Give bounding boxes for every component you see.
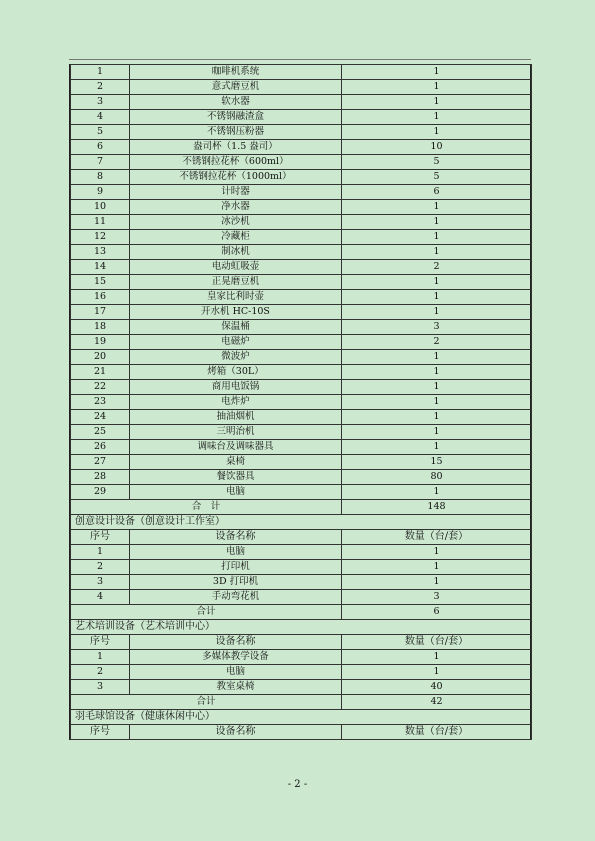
row-number: 3: [71, 95, 130, 110]
equipment-quantity: 1: [342, 275, 532, 290]
equipment-quantity: 5: [342, 170, 532, 185]
row-number: 27: [71, 455, 130, 470]
total-value: 6: [342, 605, 532, 620]
equipment-quantity: 1: [342, 575, 532, 590]
equipment-name: 不锈钢拉花杯（1000ml）: [130, 170, 342, 185]
section-title: 艺术培训设备（艺术培训中心）: [71, 620, 532, 635]
equipment-name: 盎司杯（1.5 盎司）: [130, 140, 342, 155]
row-number: 9: [71, 185, 130, 200]
table-row: [71, 590, 532, 605]
row-number: 7: [71, 155, 130, 170]
equipment-name: 手动弯花机: [130, 590, 342, 605]
row-number: 2: [71, 560, 130, 575]
equipment-quantity: 5: [342, 155, 532, 170]
equipment-name: 皇家比利时壶: [130, 290, 342, 305]
row-number: 4: [71, 110, 130, 125]
table-row: [71, 680, 532, 695]
equipment-quantity: 1: [342, 290, 532, 305]
header-name: 设备名称: [130, 725, 342, 740]
equipment-quantity: 1: [342, 65, 532, 80]
row-number: 16: [71, 290, 130, 305]
table-row: [71, 320, 532, 335]
equipment-name: 电脑: [130, 485, 342, 500]
equipment-name: 冷藏柜: [130, 230, 342, 245]
header-quantity: 数量（台/套）: [342, 725, 532, 740]
equipment-quantity: 1: [342, 410, 532, 425]
equipment-quantity: 6: [342, 185, 532, 200]
total-label: 合计: [71, 605, 342, 620]
equipment-name: 意式磨豆机: [130, 80, 342, 95]
table-row: [71, 245, 532, 260]
table-row: [71, 110, 532, 125]
table-row: [71, 80, 532, 95]
table-row: [71, 95, 532, 110]
table-row: [71, 350, 532, 365]
row-number: 18: [71, 320, 130, 335]
equipment-quantity: 1: [342, 395, 532, 410]
row-number: 4: [71, 590, 130, 605]
section-title-row: [71, 515, 532, 530]
table-row: [71, 365, 532, 380]
equipment-quantity: 1: [342, 305, 532, 320]
equipment-quantity: 1: [342, 350, 532, 365]
table-row: [71, 410, 532, 425]
header-number: 序号: [71, 635, 130, 650]
equipment-quantity: 1: [342, 560, 532, 575]
row-number: 1: [71, 545, 130, 560]
row-number: 11: [71, 215, 130, 230]
table-row: [71, 275, 532, 290]
row-number: 17: [71, 305, 130, 320]
equipment-quantity: 1: [342, 80, 532, 95]
equipment-name: 3D 打印机: [130, 575, 342, 590]
header-name: 设备名称: [130, 530, 342, 545]
table-row: [71, 395, 532, 410]
row-number: 28: [71, 470, 130, 485]
row-number: 25: [71, 425, 130, 440]
section-title-row: [71, 620, 532, 635]
equipment-name: 电炸炉: [130, 395, 342, 410]
equipment-quantity: 3: [342, 320, 532, 335]
equipment-quantity: 40: [342, 680, 532, 695]
equipment-name: 电磁炉: [130, 335, 342, 350]
table-row: [71, 200, 532, 215]
header-row: [71, 725, 532, 740]
total-row: [71, 695, 532, 710]
equipment-name: 餐饮器具: [130, 470, 342, 485]
row-number: 1: [71, 65, 130, 80]
header-row: [71, 635, 532, 650]
header-number: 序号: [71, 530, 130, 545]
equipment-quantity: 1: [342, 665, 532, 680]
row-number: 24: [71, 410, 130, 425]
table-row: [71, 380, 532, 395]
row-number: 23: [71, 395, 130, 410]
equipment-table: [70, 64, 532, 740]
row-number: 19: [71, 335, 130, 350]
equipment-quantity: 2: [342, 260, 532, 275]
table-row: [71, 455, 532, 470]
top-rule: [69, 59, 531, 60]
total-row: [71, 500, 532, 515]
total-label: 合计: [71, 695, 342, 710]
equipment-quantity: 1: [342, 215, 532, 230]
equipment-quantity: 1: [342, 125, 532, 140]
equipment-name: 计时器: [130, 185, 342, 200]
equipment-quantity: 1: [342, 425, 532, 440]
equipment-name: 保温桶: [130, 320, 342, 335]
equipment-name: 调味台及调味器具: [130, 440, 342, 455]
table-row: [71, 485, 532, 500]
table-row: [71, 560, 532, 575]
row-number: 1: [71, 650, 130, 665]
table-row: [71, 305, 532, 320]
equipment-quantity: 1: [342, 380, 532, 395]
page-number: - 2 -: [287, 779, 308, 790]
table-row: [71, 155, 532, 170]
equipment-name: 不锈钢压粉器: [130, 125, 342, 140]
table-row: [71, 185, 532, 200]
table-row: [71, 425, 532, 440]
table-row: [71, 65, 532, 80]
table-row: [71, 335, 532, 350]
row-number: 10: [71, 200, 130, 215]
row-number: 6: [71, 140, 130, 155]
equipment-name: 电动虹吸壶: [130, 260, 342, 275]
row-number: 3: [71, 575, 130, 590]
row-number: 14: [71, 260, 130, 275]
table-row: [71, 575, 532, 590]
row-number: 21: [71, 365, 130, 380]
header-quantity: 数量（台/套）: [342, 635, 532, 650]
equipment-name: 开水机 HC-10S: [130, 305, 342, 320]
equipment-name: 软水器: [130, 95, 342, 110]
total-row: [71, 605, 532, 620]
equipment-name: 烤箱（30L）: [130, 365, 342, 380]
equipment-quantity: 1: [342, 485, 532, 500]
total-label: 合 计: [71, 500, 342, 515]
equipment-quantity: 1: [342, 245, 532, 260]
total-value: 42: [342, 695, 532, 710]
table-row: [71, 650, 532, 665]
equipment-name: 微波炉: [130, 350, 342, 365]
equipment-name: 打印机: [130, 560, 342, 575]
row-number: 3: [71, 680, 130, 695]
table-row: [71, 470, 532, 485]
equipment-quantity: 3: [342, 590, 532, 605]
total-value: 148: [342, 500, 532, 515]
equipment-name: 正晃磨豆机: [130, 275, 342, 290]
row-number: 2: [71, 80, 130, 95]
equipment-name: 电脑: [130, 545, 342, 560]
equipment-quantity: 15: [342, 455, 532, 470]
equipment-quantity: 80: [342, 470, 532, 485]
header-quantity: 数量（台/套）: [342, 530, 532, 545]
equipment-table-sheet: [69, 64, 531, 740]
equipment-name: 净水器: [130, 200, 342, 215]
row-number: 22: [71, 380, 130, 395]
equipment-name: 制冰机: [130, 245, 342, 260]
table-row: [71, 125, 532, 140]
equipment-quantity: 1: [342, 650, 532, 665]
table-row: [71, 290, 532, 305]
row-number: 5: [71, 125, 130, 140]
equipment-quantity: 10: [342, 140, 532, 155]
equipment-name: 桌椅: [130, 455, 342, 470]
equipment-name: 三明治机: [130, 425, 342, 440]
table-row: [71, 215, 532, 230]
header-number: 序号: [71, 725, 130, 740]
row-number: 29: [71, 485, 130, 500]
table-row: [71, 170, 532, 185]
table-row: [71, 665, 532, 680]
equipment-name: 不锈钢融渣盒: [130, 110, 342, 125]
equipment-quantity: 1: [342, 110, 532, 125]
equipment-quantity: 1: [342, 95, 532, 110]
equipment-name: 教室桌椅: [130, 680, 342, 695]
table-row: [71, 545, 532, 560]
row-number: 13: [71, 245, 130, 260]
equipment-name: 多媒体教学设备: [130, 650, 342, 665]
header-row: [71, 530, 532, 545]
equipment-quantity: 1: [342, 365, 532, 380]
section-title: 创意设计设备（创意设计工作室）: [71, 515, 532, 530]
table-row: [71, 230, 532, 245]
equipment-name: 冰沙机: [130, 215, 342, 230]
row-number: 8: [71, 170, 130, 185]
equipment-quantity: 1: [342, 230, 532, 245]
section-title-row: [71, 710, 532, 725]
equipment-quantity: 1: [342, 440, 532, 455]
row-number: 12: [71, 230, 130, 245]
row-number: 15: [71, 275, 130, 290]
row-number: 2: [71, 665, 130, 680]
section-title: 羽毛球馆设备（健康休闲中心）: [71, 710, 532, 725]
equipment-quantity: 2: [342, 335, 532, 350]
equipment-name: 商用电饭锅: [130, 380, 342, 395]
row-number: 26: [71, 440, 130, 455]
equipment-name: 电脑: [130, 665, 342, 680]
equipment-quantity: 1: [342, 545, 532, 560]
equipment-name: 咖啡机系统: [130, 65, 342, 80]
header-name: 设备名称: [130, 635, 342, 650]
equipment-name: 抽油烟机: [130, 410, 342, 425]
equipment-name: 不锈钢拉花杯（600ml）: [130, 155, 342, 170]
equipment-quantity: 1: [342, 200, 532, 215]
table-row: [71, 260, 532, 275]
table-row: [71, 440, 532, 455]
row-number: 20: [71, 350, 130, 365]
table-row: [71, 140, 532, 155]
